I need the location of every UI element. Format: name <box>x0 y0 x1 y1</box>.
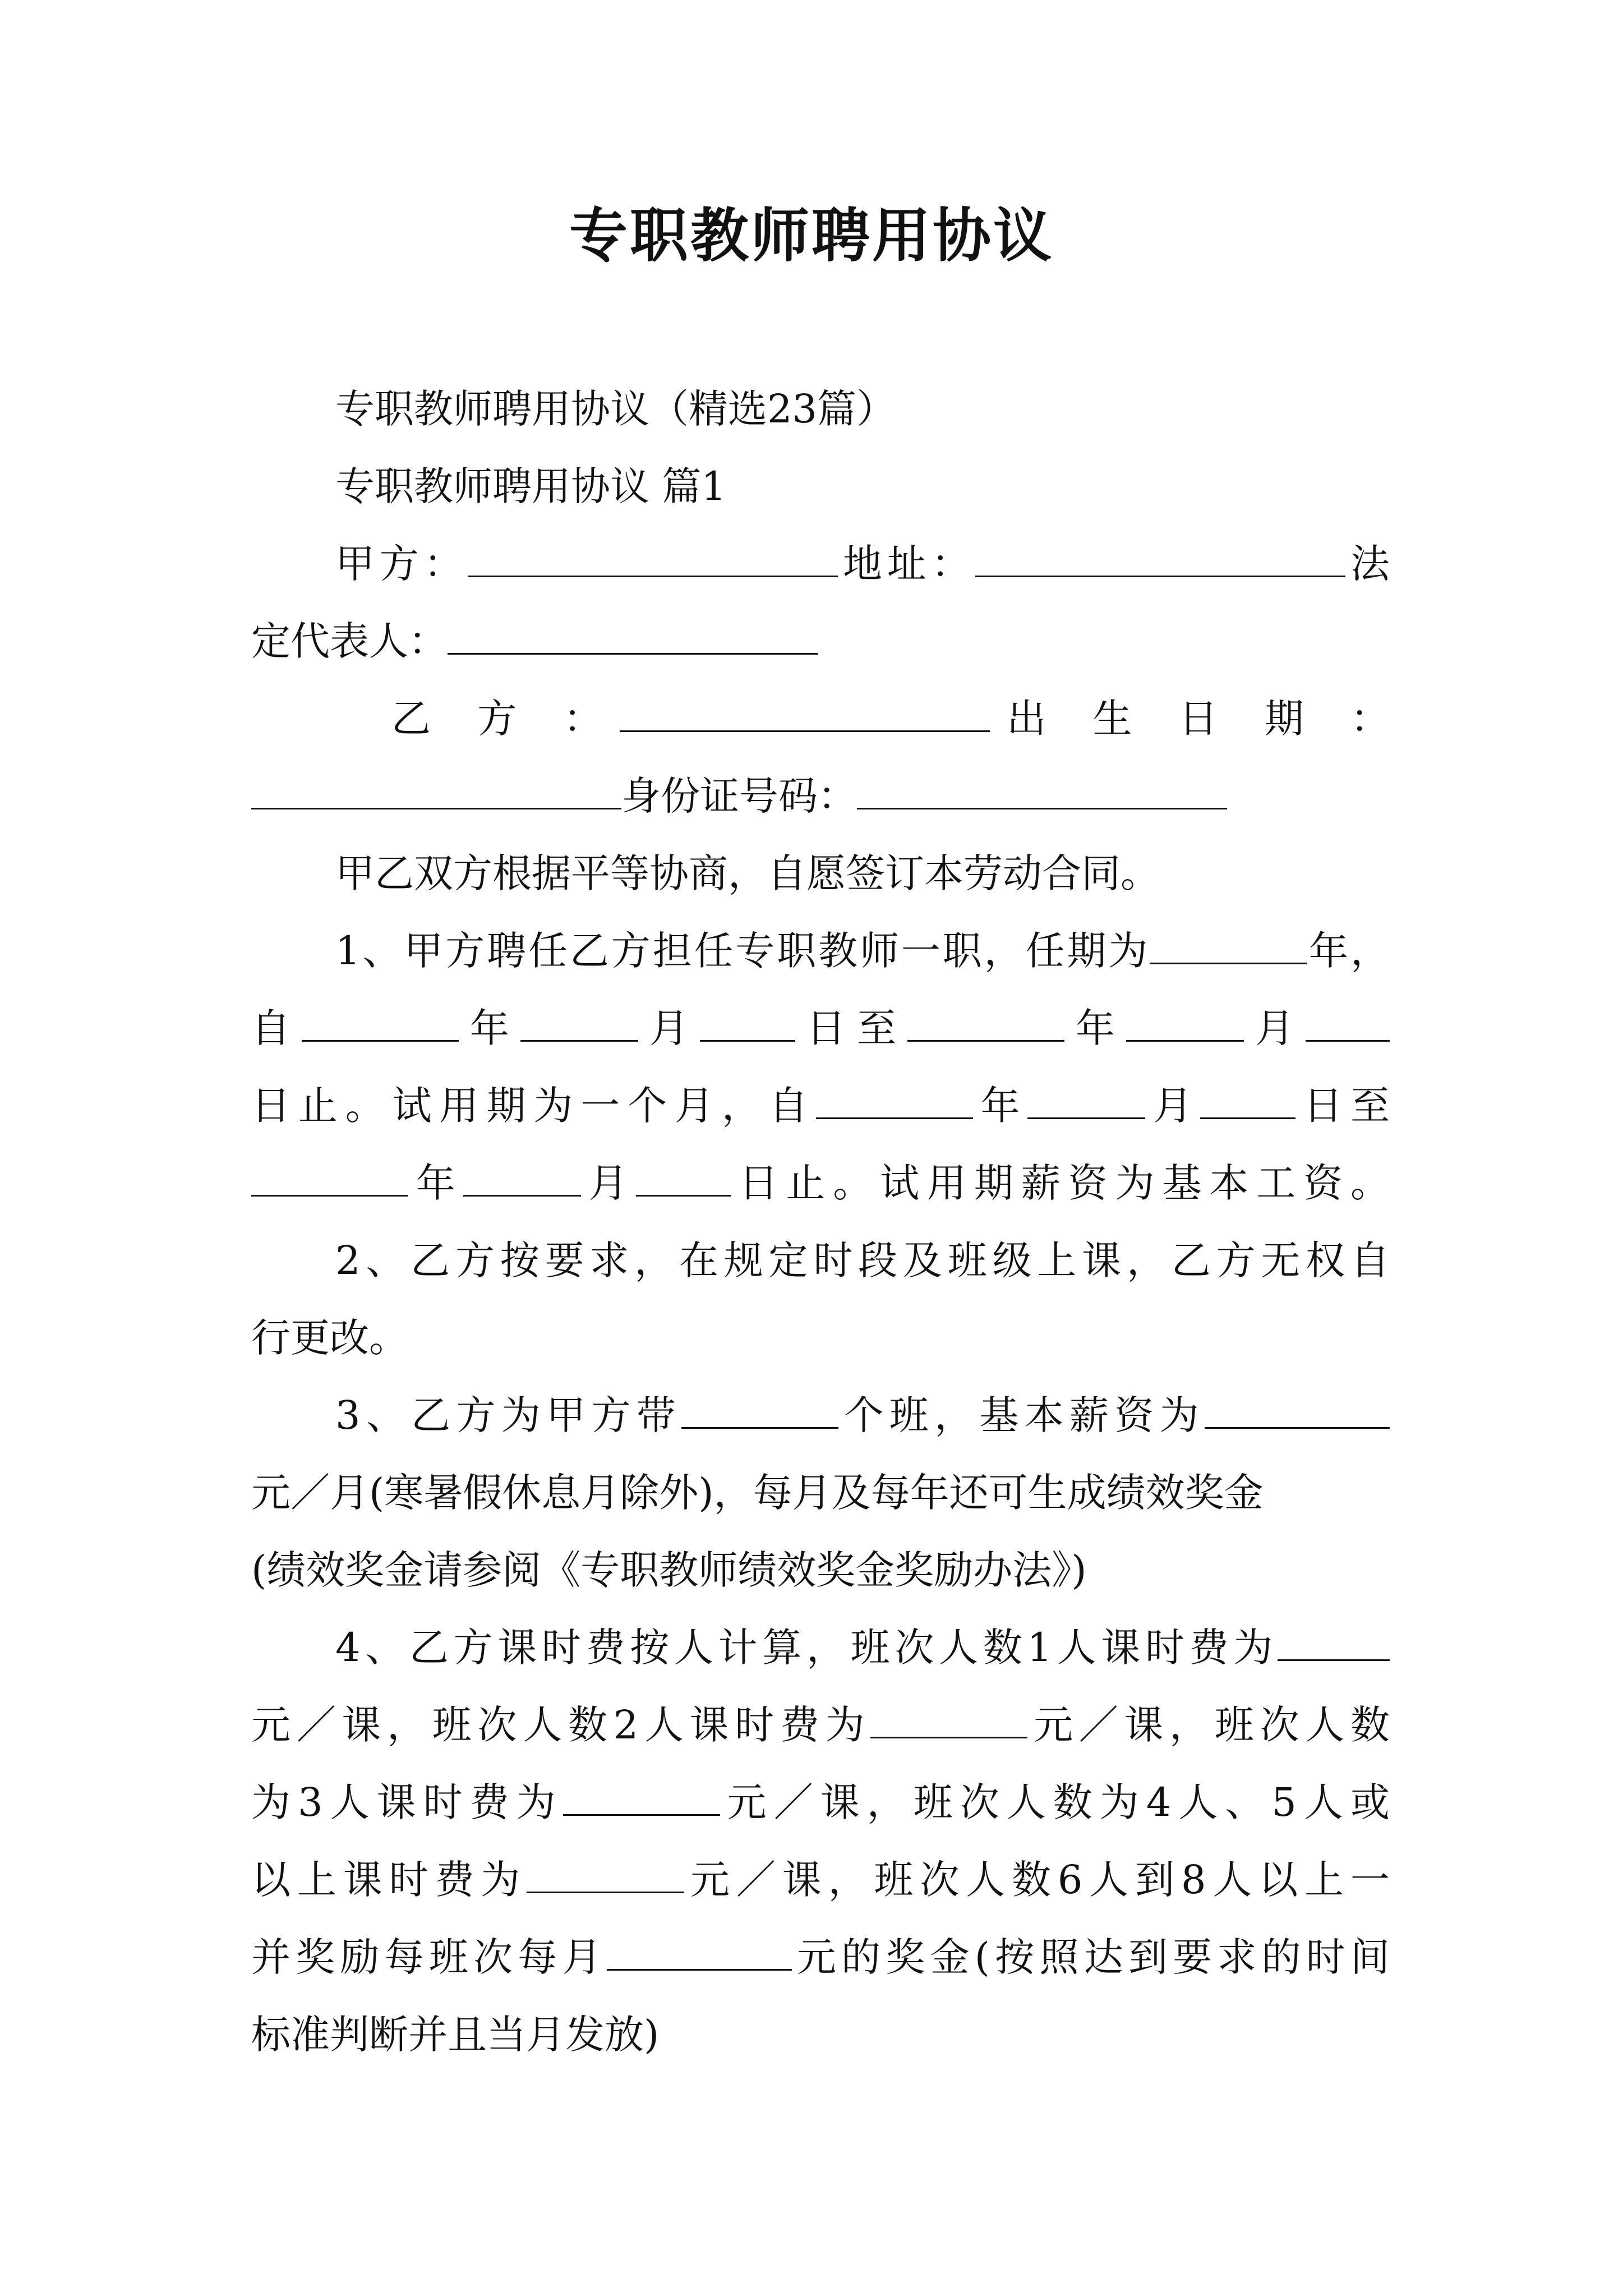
clause1-text: 年， <box>1307 928 1390 974</box>
clause4-text: 元／课，班次人数2人课时费为 <box>251 1702 871 1748</box>
clause4-text: 元／课，班次人数为4人、5人或 <box>720 1779 1390 1825</box>
clause1-line3 <box>251 1067 1390 1144</box>
party-b-line <box>251 680 1390 757</box>
clause1-text: 月 <box>1145 1083 1201 1129</box>
fee-3-person-blank <box>563 1779 720 1816</box>
address-label: 地址： <box>838 541 976 587</box>
trial-start-year-blank <box>816 1083 973 1119</box>
subtitle: 专职教师聘用协议（精选23篇） <box>335 386 896 432</box>
clause1-text: 月 <box>1244 1005 1306 1051</box>
document-title: 专职教师聘用协议 <box>569 201 1054 270</box>
party-b-name-blank <box>620 696 990 732</box>
end-month-blank <box>1126 1005 1244 1042</box>
clause1-line4 <box>251 1144 1390 1222</box>
monthly-bonus-blank <box>607 1934 792 1971</box>
clause4-text: 元的奖金(按照达到要求的时间 <box>791 1934 1390 1980</box>
clause1-line2 <box>251 990 1390 1067</box>
clause1-line1 <box>251 912 1390 990</box>
clause4-line1 <box>251 1609 1390 1686</box>
legal-rep-blank <box>448 618 818 655</box>
end-day-blank <box>1306 1005 1390 1042</box>
document-body <box>251 370 1390 2073</box>
clause4-line4 <box>251 1841 1390 1918</box>
clause1-text: 日至 <box>1295 1083 1390 1129</box>
clause4-line6: 标准判断并且当月发放) <box>251 2012 660 2058</box>
clause4-line2 <box>251 1686 1390 1764</box>
clause3-text: 3、乙方为甲方带 <box>335 1392 682 1438</box>
fee-4-5-person-blank <box>527 1857 684 1893</box>
clause1-text: 日至 <box>795 1005 907 1051</box>
clause4-line3 <box>251 1764 1390 1841</box>
id-number-blank <box>857 773 1227 809</box>
legal-rep-label: 定代表人： <box>251 618 448 664</box>
trial-start-day-blank <box>1200 1083 1295 1119</box>
clause1-text: 月 <box>638 1005 700 1051</box>
party-a-line <box>251 525 1390 602</box>
clause3-line3: (绩效奖金请参阅《专职教师绩效奖金奖励办法》) <box>251 1547 1087 1593</box>
clause4-text: 元／课，班次人数6人到8人以上一 <box>684 1857 1390 1903</box>
clause4-text: 为3人课时费为 <box>251 1779 563 1825</box>
party-a-name-blank <box>468 541 838 577</box>
section-heading: 专职教师聘用协议 篇1 <box>335 463 726 509</box>
clause3-line1 <box>251 1377 1390 1454</box>
clause4-text: 4、乙方课时费按人计算，班次人数1人课时费为 <box>335 1625 1278 1671</box>
dob-blank <box>251 773 621 809</box>
clause3-line2: 元／月(寒暑假休息月除外)，每月及每年还可生成绩效奖金 <box>251 1470 1264 1516</box>
clause1-text: 日止。试用期薪资为基本工资。 <box>731 1160 1390 1206</box>
party-b-label: 乙 方 ： <box>391 696 620 742</box>
clause1-text: 年 <box>408 1160 463 1206</box>
clause1-text: 年 <box>972 1083 1028 1129</box>
clause4-text: 元／课，班次人数 <box>1027 1702 1390 1748</box>
start-year-blank <box>302 1005 459 1042</box>
clause1-text: 年 <box>459 1005 520 1051</box>
clause1-text: 年 <box>1064 1005 1126 1051</box>
start-day-blank <box>700 1005 795 1042</box>
class-count-blank <box>681 1392 838 1429</box>
intro-paragraph: 甲乙双方根据平等协商，自愿签订本劳动合同。 <box>335 850 1160 896</box>
legal-rep-line <box>251 602 1390 680</box>
clause1-text: 1、甲方聘任乙方担任专职教师一职，任期为 <box>335 928 1150 974</box>
end-year-blank <box>907 1005 1064 1042</box>
trial-end-year-blank <box>251 1160 408 1197</box>
clause4-text: 以上课时费为 <box>251 1857 527 1903</box>
fee-2-person-blank <box>870 1702 1027 1738</box>
clause3-text: 个班，基本薪资为 <box>838 1392 1205 1438</box>
address-blank <box>975 541 1345 577</box>
term-years-blank <box>1150 928 1307 964</box>
clause1-text: 自 <box>251 1005 302 1051</box>
fee-1-person-blank <box>1278 1625 1390 1661</box>
party-a-label: 甲方： <box>335 541 468 587</box>
trial-end-month-blank <box>463 1160 581 1197</box>
start-month-blank <box>520 1005 638 1042</box>
clause4-text: 并奖励每班次每月 <box>251 1934 607 1980</box>
clause1-text: 月 <box>580 1160 636 1206</box>
clause1-text: 日止。试用期为一个月，自 <box>251 1083 816 1129</box>
id-line <box>251 757 1390 835</box>
clause2-line2: 行更改。 <box>251 1315 408 1361</box>
clause4-line5 <box>251 1918 1390 1996</box>
clause2-line1: 2、乙方按要求，在规定时段及班级上课，乙方无权自 <box>335 1237 1390 1283</box>
id-label: 身份证号码： <box>621 773 857 819</box>
dob-label: 出 生 日 期 ： <box>989 696 1390 742</box>
trial-start-month-blank <box>1027 1083 1145 1119</box>
base-salary-blank <box>1205 1392 1390 1429</box>
trial-end-day-blank <box>636 1160 731 1197</box>
legal-rep-label-start: 法 <box>1345 541 1390 587</box>
